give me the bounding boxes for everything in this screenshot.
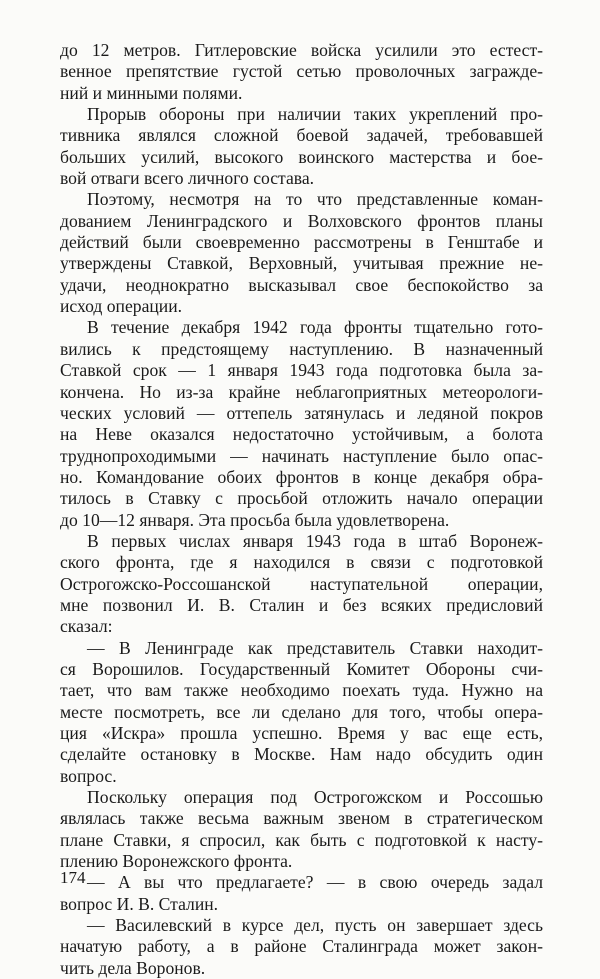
text-line: больших усилий, высокого воинского мастерства и бое- xyxy=(60,146,543,167)
text-line: тивника являлся сложной боевой задачей, требовавшей xyxy=(60,125,543,146)
text-line: плению Воронежского фронта. xyxy=(60,851,293,872)
paragraph xyxy=(60,531,543,638)
text-line: мне позвонил И. В. Сталин и без всяких предисловий xyxy=(60,594,543,615)
paragraph xyxy=(60,787,543,872)
text-line: ция «Искра» прошла успешно. Время у вас еще есть, xyxy=(60,723,543,743)
text-line: являлась также весьма важным звеном в стратегическом xyxy=(60,808,543,829)
text-line: ского фронта, где я находился в связи с подготовкой xyxy=(60,552,543,573)
text-line: начатую работу, а в районе Сталинграда может закон- xyxy=(60,936,543,957)
page-number: 174 xyxy=(60,868,86,887)
text-line: труднопроходимыми — начинать наступление было опас- xyxy=(60,445,543,466)
text-line: ческих условий — оттепель затянулась и ледяной покров xyxy=(60,402,543,423)
paragraph xyxy=(60,872,543,915)
paragraph xyxy=(60,638,543,787)
text-line: действий были своевременно рассмотрены в Генштабе и xyxy=(60,232,543,253)
text-line: плане Ставки, я спросил, как быть с подготовкой к насту- xyxy=(60,829,543,850)
text-line: на Неве оказался недостаточно устойчивым, а болота xyxy=(60,424,543,445)
text-line: удачи, неоднократно высказывал свое беспокойство за xyxy=(60,274,543,295)
text-line: Ставкой срок — 1 января 1943 года подготовка была за- xyxy=(60,360,543,381)
text-line: вопрос И. В. Сталин. xyxy=(60,893,219,914)
text-line: Поскольку операция под Острогожском и Россошью xyxy=(87,787,543,808)
text-line: до 10—12 января. Эта просьба была удовлетворена. xyxy=(60,509,450,530)
text-line: чить дела Воронов. xyxy=(60,957,206,978)
text-line: Поэтому, несмотря на то что представленные коман- xyxy=(87,189,543,210)
paragraph xyxy=(60,317,543,530)
text-line: но. Командование обоих фронтов в конце декабря обра- xyxy=(60,466,543,487)
text-line: — Василевский в курсе дел, пусть он завершает здесь xyxy=(87,915,543,936)
text-line: Прорыв обороны при наличии таких укреплений про- xyxy=(87,104,543,125)
text-line: тает, что вам также необходимо поехать туда. Нужно на xyxy=(60,680,543,701)
text-line: до 12 метров. Гитлеровские войска усилили это естест- xyxy=(60,40,543,60)
text-line: месте посмотреть, все ли сделано для того, чтобы опера- xyxy=(60,701,543,722)
text-line: дованием Ленинградского и Волховского фронтов планы xyxy=(60,210,543,231)
text-line: сделайте остановку в Москве. Нам надо обсудить один xyxy=(60,744,543,765)
text-line: — А вы что предлагаете? — в свою очередь задал xyxy=(87,872,543,893)
text-line: ний и минными полями. xyxy=(60,82,243,103)
paragraph xyxy=(60,915,543,979)
paragraph xyxy=(60,189,543,317)
text-line: Острогожско-Россошанской наступательной операции, xyxy=(60,573,543,594)
text-line: ся Ворошилов. Государственный Комитет Обороны счи- xyxy=(60,658,543,679)
text-line: исход операции. xyxy=(60,296,183,317)
text-line: — В Ленинграде как представитель Ставки находит- xyxy=(87,637,543,658)
paragraph xyxy=(60,104,543,189)
text-line: вопрос. xyxy=(60,765,117,786)
text-line: В первых числах января 1943 года в штаб Воронеж- xyxy=(87,530,543,551)
body-text xyxy=(60,40,543,979)
text-line: кончена. Но из-за крайне неблагоприятных метеорологи- xyxy=(60,381,543,402)
paragraph xyxy=(60,40,543,104)
text-line: сказал: xyxy=(60,616,113,637)
text-line: В течение декабря 1942 года фронты тщательно гото- xyxy=(87,317,543,338)
text-line: вились к предстоящему наступлению. В назначенный xyxy=(60,338,543,359)
text-line: утверждены Ставкой, Верховный, учитывая прежние не- xyxy=(60,253,543,274)
text-line: венное препятствие густой сетью проволочных загражде- xyxy=(60,61,543,82)
text-line: вой отваги всего личного состава. xyxy=(60,168,315,189)
text-line: тилось в Ставку с просьбой отложить начало операции xyxy=(60,488,543,509)
